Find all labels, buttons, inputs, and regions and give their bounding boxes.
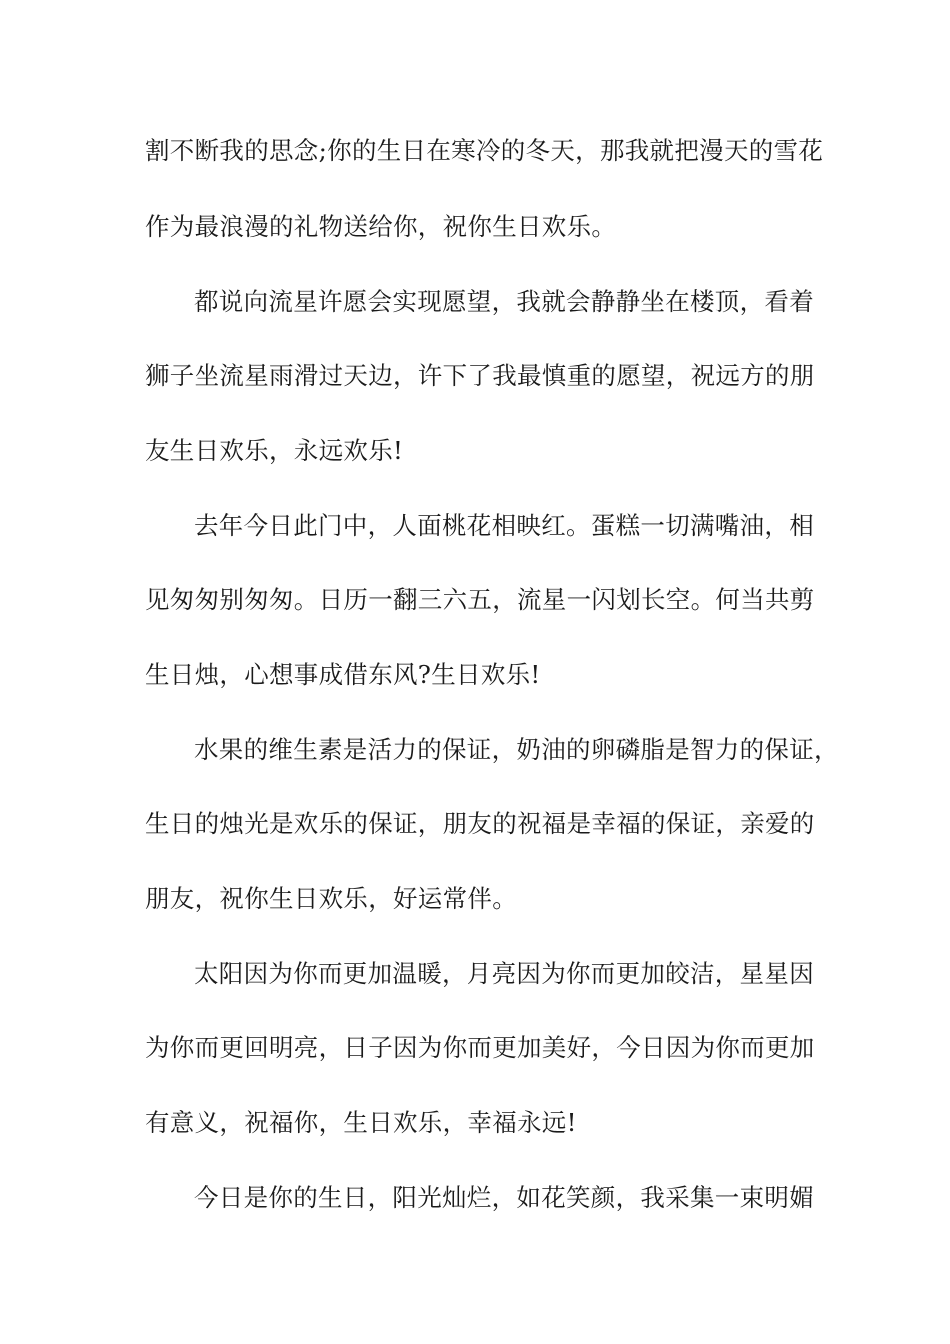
text-line: 有意义，祝福你，生日欢乐，幸福永远! (145, 1108, 577, 1137)
paragraph-first-line: 都说向流星许愿会实现愿望，我就会静静坐在楼顶，看着 (194, 287, 814, 316)
paragraph-first-line: 今日是你的生日，阳光灿烂，如花笑颜，我采集一束明媚 (194, 1183, 814, 1212)
text-line: 作为最浪漫的礼物送给你，祝你生日欢乐。 (145, 212, 617, 241)
text-line: 生日烛，心想事成借东风?生日欢乐! (145, 660, 541, 689)
text-line: 见匆匆别匆匆。日历一翻三六五，流星一闪划长空。何当共剪 (145, 585, 815, 614)
paragraph-first-line: 水果的维生素是活力的保证，奶油的卵磷脂是智力的保证， (194, 735, 839, 764)
paragraph-first-line: 太阳因为你而更加温暖，月亮因为你而更加皎洁，星星因 (194, 959, 814, 988)
text-line: 友生日欢乐，永远欢乐! (145, 436, 404, 465)
paragraph-first-line: 去年今日此门中，人面桃花相映红。蛋糕一切满嘴油，相 (194, 511, 814, 540)
text-line: 朋友，祝你生日欢乐，好运常伴。 (145, 884, 517, 913)
text-line: 为你而更回明亮，日子因为你而更加美好，今日因为你而更加 (145, 1033, 815, 1062)
text-line: 割不断我的思念;你的生日在寒冷的冬天，那我就把漫天的雪花 (145, 136, 824, 165)
text-line: 狮子坐流星雨滑过天边，许下了我最慎重的愿望，祝远方的朋 (145, 361, 815, 390)
text-line: 生日的烛光是欢乐的保证，朋友的祝福是幸福的保证，亲爱的 (145, 809, 815, 838)
